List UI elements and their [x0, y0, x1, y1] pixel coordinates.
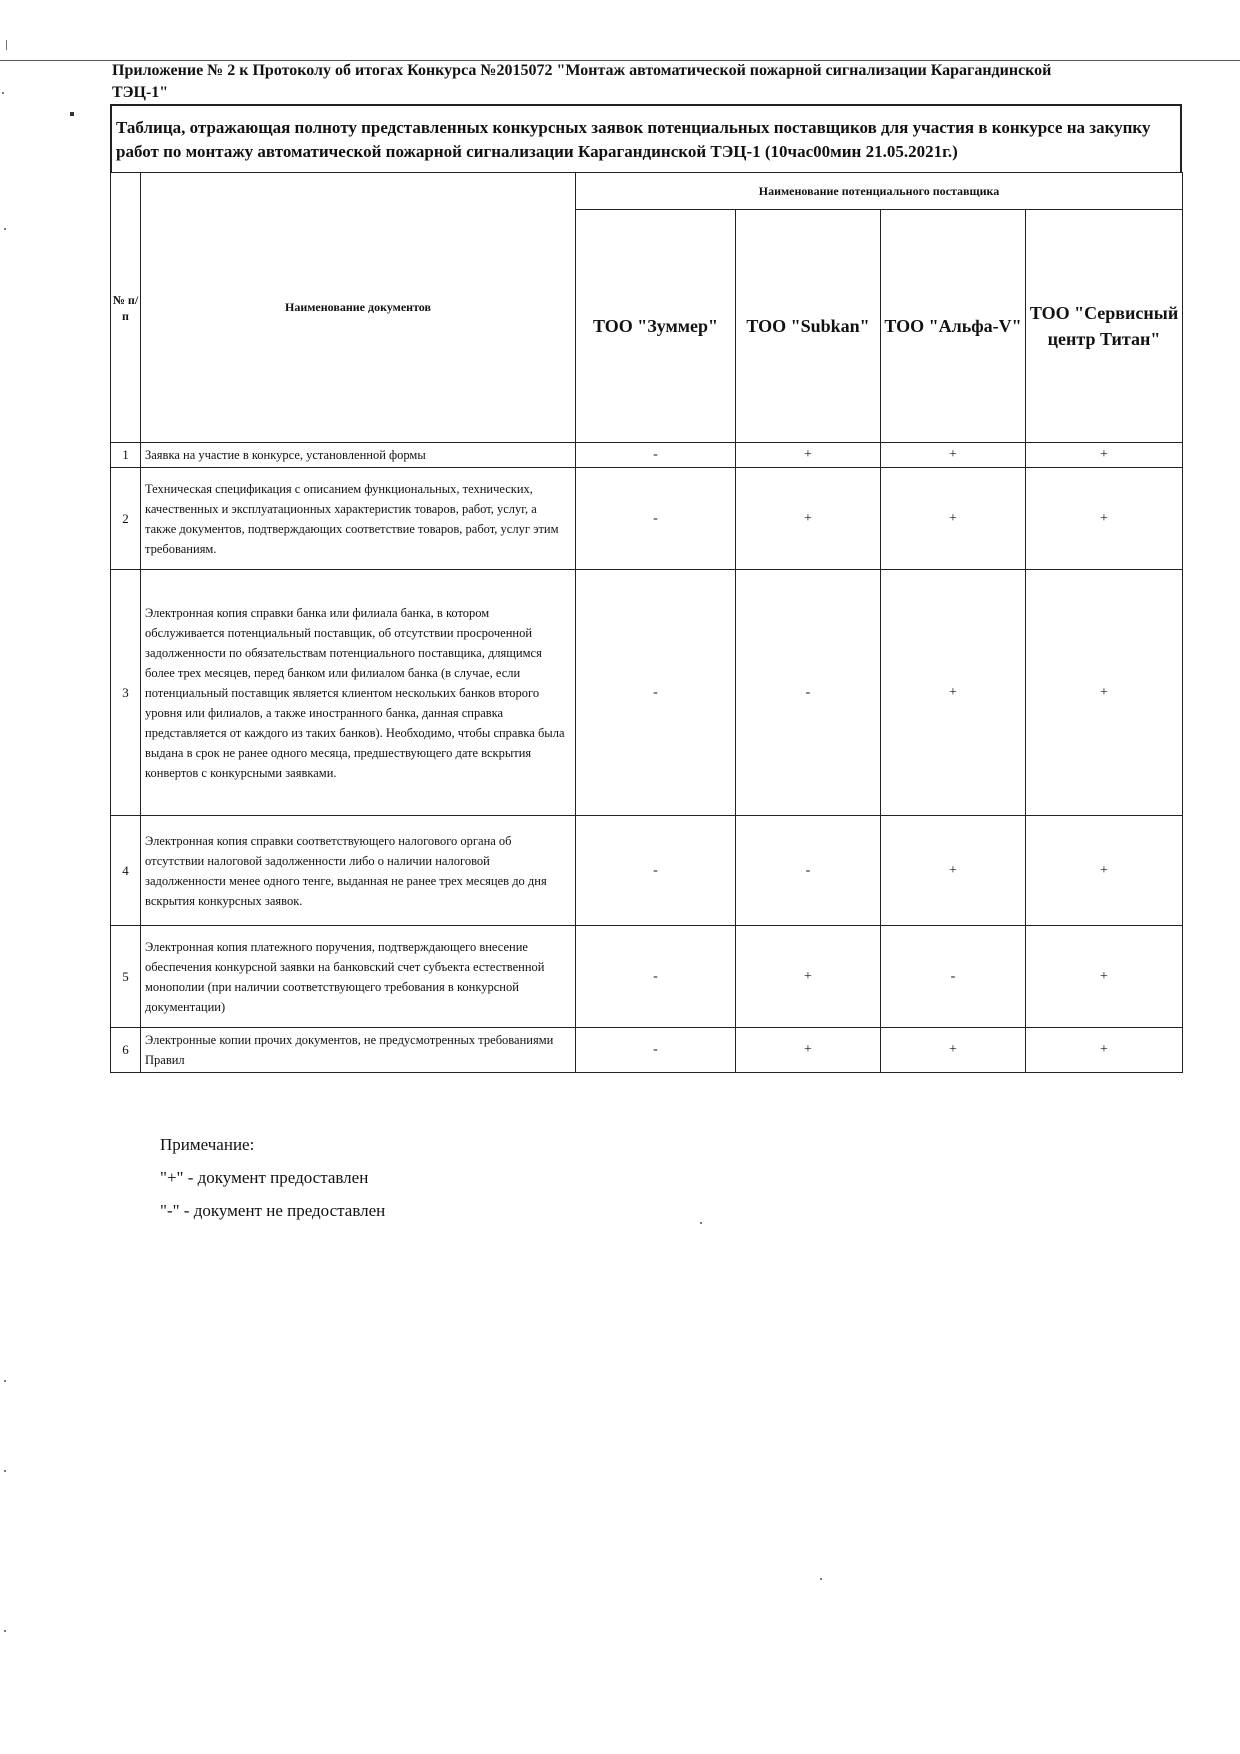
completeness-table	[110, 172, 1183, 1073]
completeness-table-frame	[110, 104, 1182, 1073]
notes-title: Примечание:	[160, 1135, 255, 1154]
notes-section	[160, 1128, 385, 1227]
document-header	[112, 60, 1152, 104]
row-mark: -	[576, 816, 736, 926]
supplier-header-titan: ТОО "Сервисный центр Титан"	[1026, 210, 1183, 443]
supplier-header-subkan: ТОО "Subkan"	[736, 210, 881, 443]
row-document: Заявка на участие в конкурсе, установленной формы	[141, 443, 576, 468]
row-number: 5	[111, 926, 141, 1028]
row-mark: +	[1026, 816, 1183, 926]
row-mark: +	[881, 443, 1026, 468]
table-row	[111, 570, 1183, 816]
header-line-1: Приложение № 2 к Протоколу об итогах Конкурса №2015072 "Монтаж автоматической пожарной сигнализации Карагандинской	[112, 62, 1052, 79]
note-minus: "-" - документ не предоставлен	[160, 1201, 386, 1220]
row-document: Электронная копия платежного поручения, подтверждающего внесение обеспечения конкурсной заявки на банковский счет субъекта естественной монополии (при наличии соответствующего требования в конкурсной документации)	[141, 926, 576, 1028]
table-row	[111, 468, 1183, 570]
row-mark: +	[881, 1028, 1026, 1073]
supplier-header-zummer: ТОО "Зуммер"	[576, 210, 736, 443]
table-row	[111, 816, 1183, 926]
column-header-suppliers: Наименование потенциального поставщика	[576, 173, 1183, 210]
row-mark: +	[736, 1028, 881, 1073]
row-mark: +	[1026, 443, 1183, 468]
row-mark: +	[881, 570, 1026, 816]
row-mark: -	[881, 926, 1026, 1028]
table-title: Таблица, отражающая полноту представленных конкурсных заявок потенциальных поставщиков для участия в конкурсе на закупку работ по монтажу автоматической пожарной сигнализации Карагандинской ТЭЦ-1 (10час00мин 21.05.2021г.)	[110, 104, 1182, 172]
table-row	[111, 926, 1183, 1028]
table-row	[111, 443, 1183, 468]
row-mark: -	[576, 468, 736, 570]
row-document: Электронные копии прочих документов, не предусмотренных требованиями Правил	[141, 1028, 576, 1073]
scan-speck	[700, 1222, 702, 1224]
row-document: Электронная копия справки соответствующего налогового органа об отсутствии налоговой задолженности либо о наличии налоговой задолженности менее одного тенге, выданная не ранее трех месяцев до дня вскрытия конкурсных заявок.	[141, 816, 576, 926]
row-mark: +	[1026, 570, 1183, 816]
row-document: Техническая спецификация с описанием функциональных, технических, качественных и эксплуатационных характеристик товаров, работ, услуг, а также документов, подтверждающих соответствие товаров, работ, услуг этим требованиям.	[141, 468, 576, 570]
row-mark: -	[576, 1028, 736, 1073]
row-number: 6	[111, 1028, 141, 1073]
scan-speck	[2, 92, 4, 94]
table-row	[111, 1028, 1183, 1073]
row-mark: +	[1026, 1028, 1183, 1073]
row-number: 4	[111, 816, 141, 926]
row-mark: +	[736, 468, 881, 570]
scan-speck	[4, 1380, 6, 1382]
scan-speck	[6, 40, 7, 50]
supplier-header-alfa-v: ТОО "Альфа-V"	[881, 210, 1026, 443]
row-mark: -	[736, 816, 881, 926]
scan-speck	[4, 1630, 6, 1632]
scan-speck	[820, 1578, 822, 1580]
scan-speck	[70, 112, 74, 116]
scan-speck	[4, 1470, 6, 1472]
row-mark: -	[576, 926, 736, 1028]
row-mark: +	[736, 443, 881, 468]
row-number: 2	[111, 468, 141, 570]
row-mark: -	[576, 570, 736, 816]
row-number: 1	[111, 443, 141, 468]
row-mark: +	[736, 926, 881, 1028]
row-mark: -	[736, 570, 881, 816]
row-mark: +	[1026, 926, 1183, 1028]
scan-speck	[4, 228, 6, 230]
note-plus: "+" - документ предоставлен	[160, 1168, 369, 1187]
column-header-documents: Наименование документов	[141, 173, 576, 443]
row-mark: +	[881, 468, 1026, 570]
row-document: Электронная копия справки банка или филиала банка, в котором обслуживается потенциальный поставщик, об отсутствии просроченной задолженности по обязательствам потенциального поставщика, длящимся более трех месяцев, перед банком или филиалом банка (в случае, если потенциальный поставщик является клиентом нескольких банков второго уровня или филиалов, а также иностранного банка, данная справка представляется от каждого из таких банков). Необходимо, чтобы справка была выдана в срок не ранее одного месяца, предшествующего дате вскрытия конвертов с конкурсными заявками.	[141, 570, 576, 816]
row-mark: +	[881, 816, 1026, 926]
header-line-2: ТЭЦ-1"	[112, 84, 169, 101]
column-header-number: № п/п	[111, 173, 141, 443]
row-mark: -	[576, 443, 736, 468]
row-number: 3	[111, 570, 141, 816]
row-mark: +	[1026, 468, 1183, 570]
